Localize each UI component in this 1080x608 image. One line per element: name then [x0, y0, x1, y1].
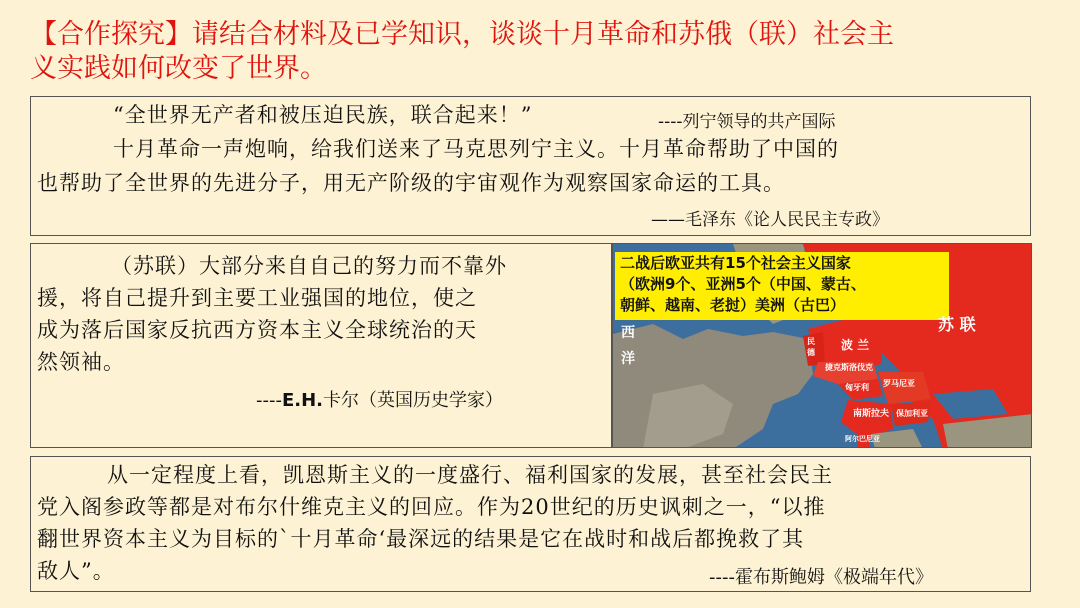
map-legend-line-1: 二战后欧亚共有15个社会主义国家 — [620, 254, 851, 272]
mao-quote-line-1: 十月革命一声炮响，给我们送来了马克思列宁主义。十月革命帮助了中国的 — [113, 137, 839, 161]
carr-source-rest: 卡尔（英国历史学家） — [323, 390, 504, 411]
map-label-romania: 罗马尼亚 — [883, 379, 915, 388]
title-line-2: 义实践如何改变了世界。 — [30, 53, 327, 84]
mao-quote-line-2: 也帮助了全世界的先进分子，用无产阶级的宇宙观作为观察国家命运的工具。 — [37, 171, 785, 195]
mao-quote-source: ——毛泽东《论人民民主专政》 — [651, 210, 889, 230]
map-label-yugoslavia: 南斯拉夫 — [853, 409, 890, 419]
carr-quote-line-2: 援，将自己提升到主要工业强国的地位，使之 — [37, 286, 477, 310]
map-label-gdr: 民 德 — [807, 337, 815, 357]
carr-quote-line-3: 成为落后国家反抗西方资本主义全球统治的天 — [37, 318, 477, 342]
hobsbawm-quote-line-3: 翻世界资本主义为目标的`十月革命‘最深远的结果是它在战时和战后都挽救了其 — [37, 527, 805, 551]
lenin-quote-source: ----列宁领导的共产国际 — [658, 112, 836, 132]
map-label-bulgaria: 保加利亚 — [896, 409, 928, 418]
map-label-soviet: 苏 联 — [938, 315, 976, 334]
map-label-hungary: 匈牙利 — [845, 383, 869, 392]
material-box-hobsbawm — [30, 456, 1031, 592]
hobsbawm-quote-line-4: 敌人”。 — [37, 559, 115, 583]
slide-title — [30, 18, 1060, 86]
map-label-czech: 捷克斯洛伐克 — [825, 363, 873, 372]
map-label-west-1: 西 — [621, 325, 635, 341]
map-label-poland: 波 兰 — [841, 338, 870, 352]
carr-quote-source — [256, 386, 503, 412]
map-legend — [615, 252, 949, 320]
carr-quote-line-4: 然领袖。 — [37, 350, 125, 374]
title-line-1: 【合作探究】请结合材料及已学知识，谈谈十月革命和苏俄（联）社会主 — [30, 19, 894, 50]
carr-quote-line-1: （苏联）大部分来自自己的努力而不靠外 — [111, 254, 507, 278]
postwar-socialist-map — [612, 243, 1032, 448]
material-box-lenin-mao — [30, 96, 1031, 236]
map-label-albania: 阿尔巴尼亚 — [845, 435, 880, 443]
hobsbawm-quote-source: ----霍布斯鲍姆《极端年代》 — [709, 567, 933, 588]
hobsbawm-quote-line-1: 从一定程度上看，凯恩斯主义的一度盛行、福利国家的发展，甚至社会民主 — [107, 463, 833, 487]
material-box-carr — [30, 243, 612, 448]
map-legend-line-2: （欧洲9个、亚洲5个（中国、蒙古、 — [620, 275, 866, 293]
map-legend-line-3: 朝鲜、越南、老挝）美洲（古巴） — [620, 296, 846, 314]
lenin-quote: “全世界无产者和被压迫民族，联合起来！” — [113, 103, 533, 127]
map-label-west-2: 洋 — [621, 351, 635, 367]
hobsbawm-quote-line-2: 党入阁参政等都是对布尔什维克主义的回应。作为20世纪的历史讽刺之一，“以推 — [37, 495, 826, 519]
carr-source-dash: ---- — [256, 390, 282, 411]
carr-source-initials: E.H. — [281, 390, 324, 411]
